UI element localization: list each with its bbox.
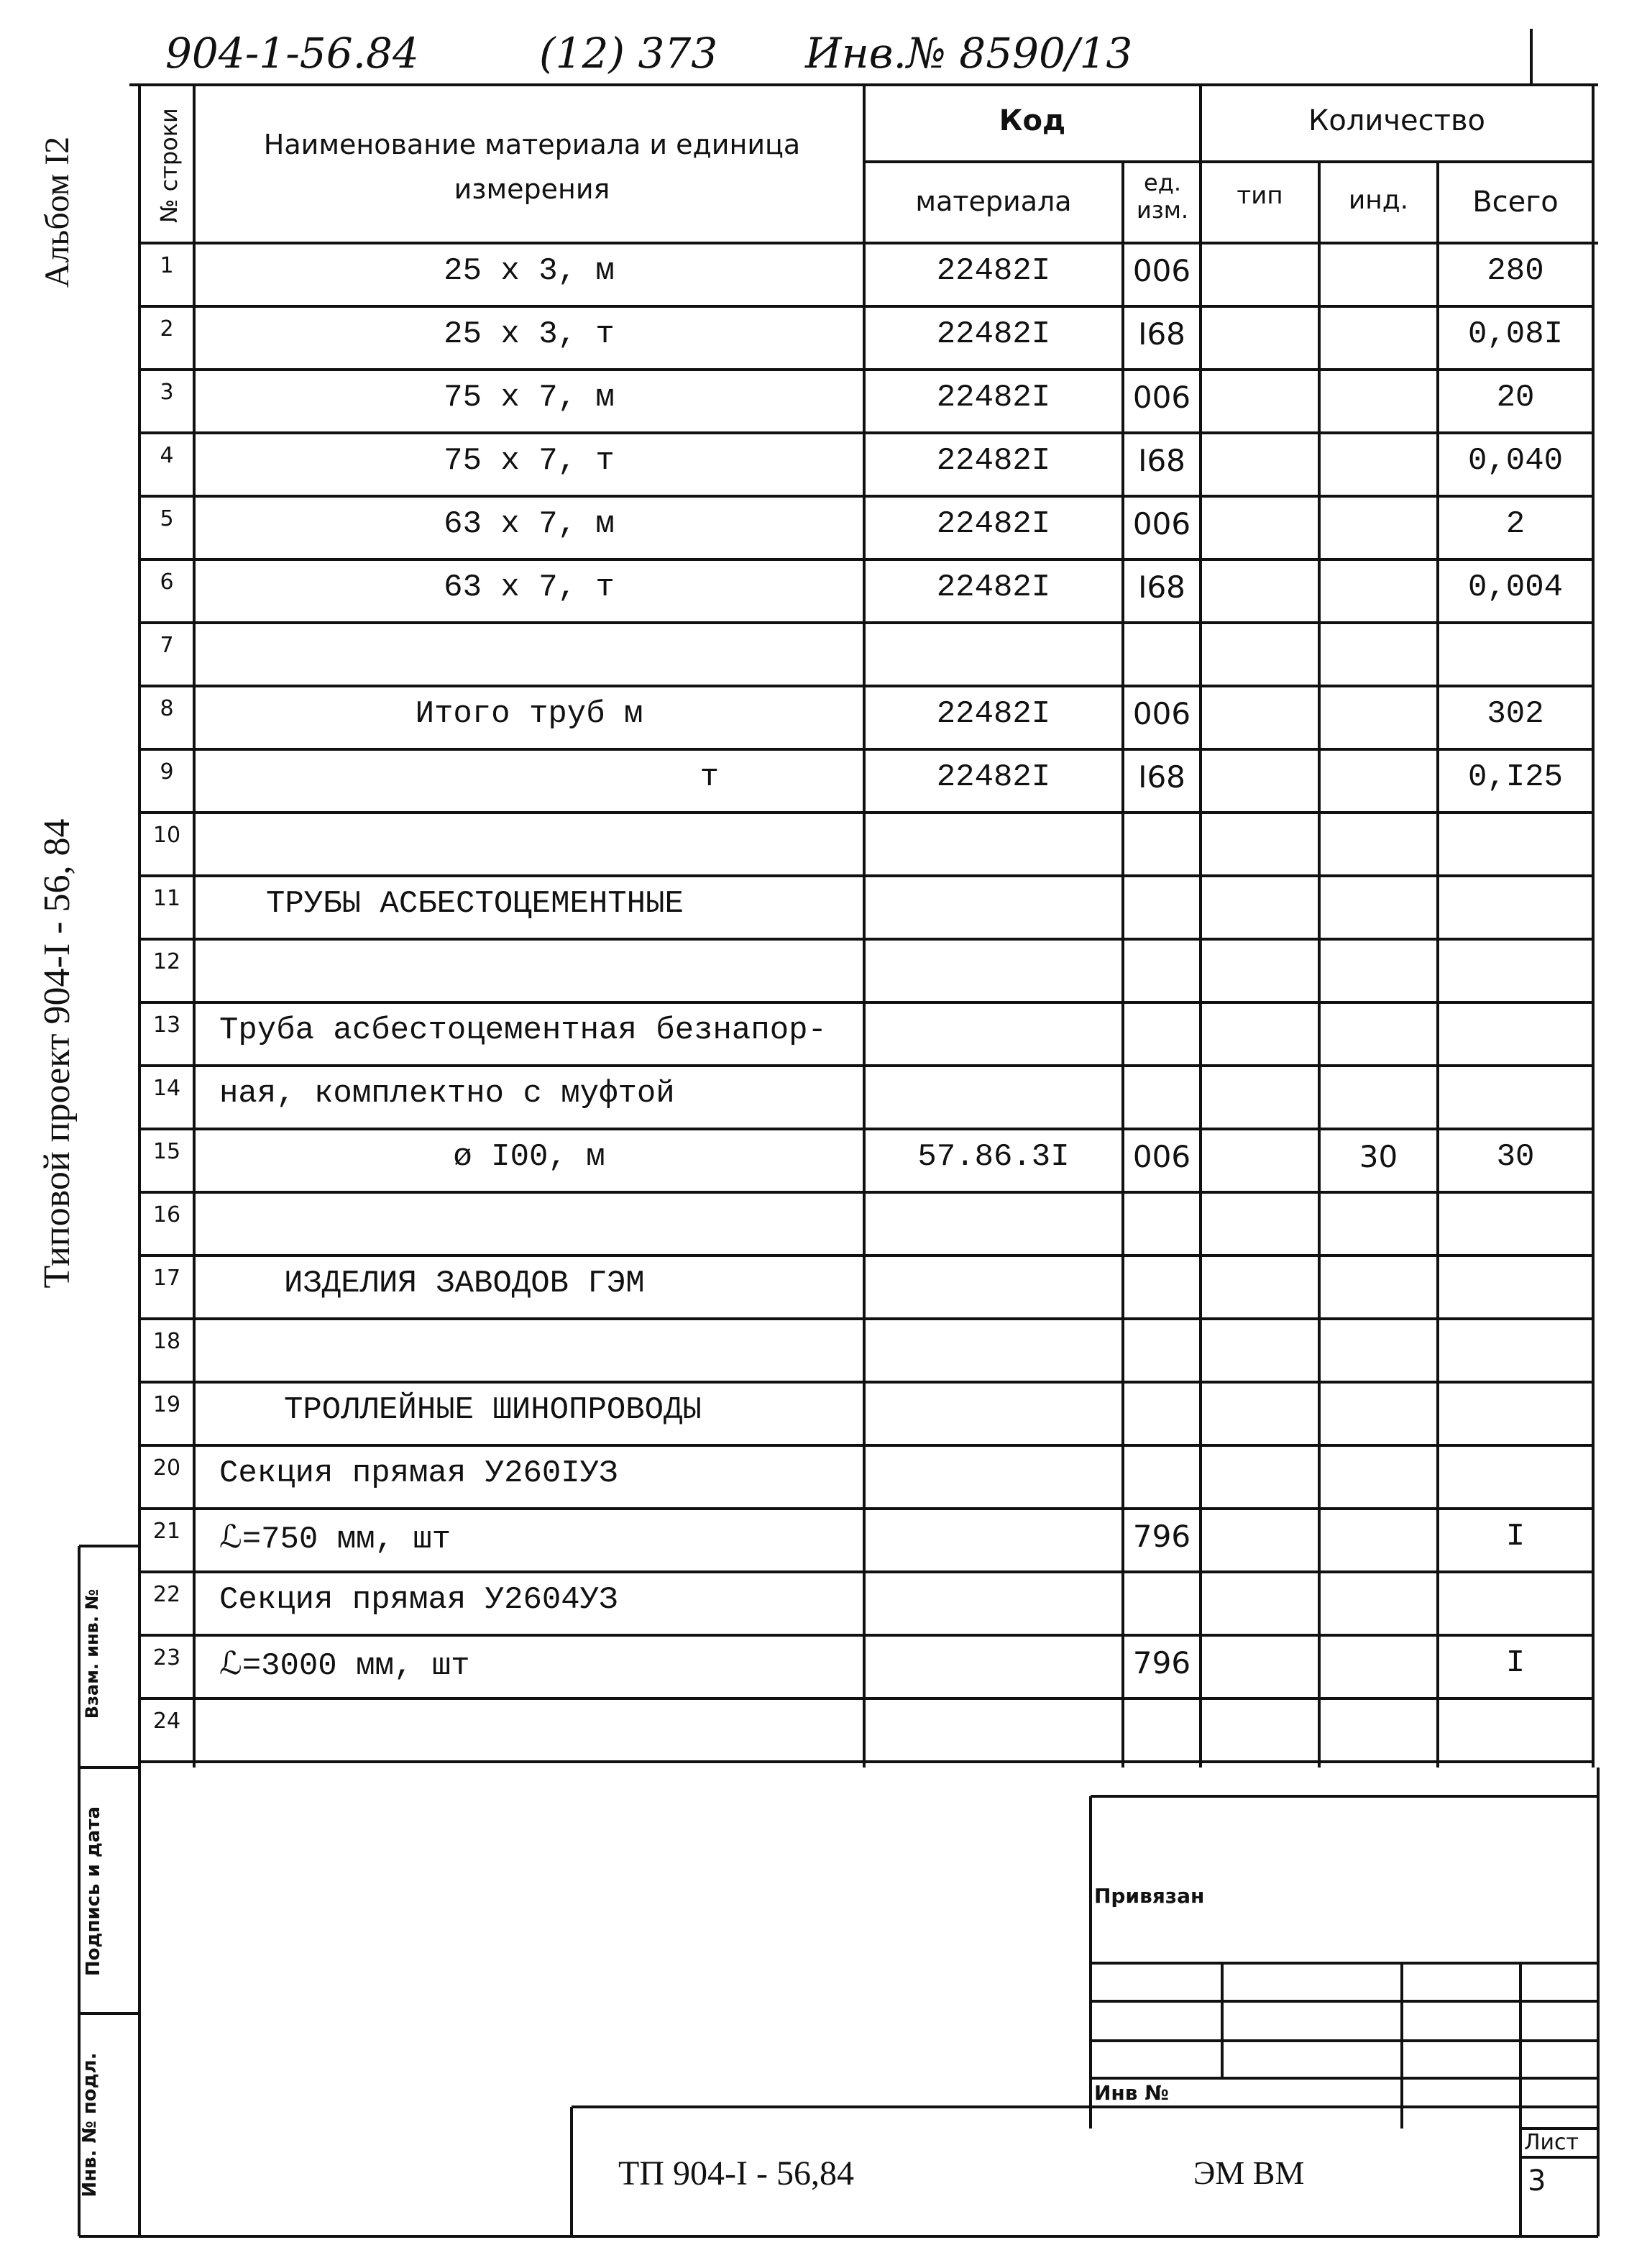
unit-code: 006 [1132,1139,1191,1174]
qty-total: 280 [1487,253,1544,289]
row-number: 8 [160,696,174,721]
unit-code: I68 [1138,759,1185,795]
row-number: 19 [152,1392,181,1417]
row-number: 9 [160,759,174,785]
qty-total: 20 [1496,380,1535,416]
row-number: 17 [152,1266,181,1291]
material-code: 22482I [936,570,1051,605]
qty-total: I [1505,1519,1526,1555]
qty-total: 30 [1496,1139,1535,1175]
project-title-vertical: Типовой проект 904-I - 56, 84 [37,818,78,1289]
row-number: 3 [160,380,174,405]
row-number: 12 [152,949,181,974]
qty-total: 2 [1505,506,1526,542]
stamp-signature-date: Подпись и дата [83,1806,104,1977]
material-name: ТРОЛЛЕЙНЫЕ ШИНОПРОВОДЫ [284,1392,702,1428]
row-number: 1 [160,253,174,278]
row-number: 20 [152,1455,181,1481]
material-name: 25 x 3, т [444,316,615,352]
row-number: 24 [152,1709,181,1734]
number-annotation: (12) 373 [539,29,718,78]
unit-code: 006 [1132,696,1191,731]
material-code: 22482I [936,696,1051,732]
row-number: 5 [160,506,174,531]
header-qty-group: Количество [1308,104,1485,137]
material-name: 75 x 7, т [444,443,615,479]
material-code: 22482I [936,443,1051,479]
row-number: 14 [152,1076,181,1101]
row-number: 2 [160,316,174,342]
row-number: 21 [152,1519,181,1544]
qty-total: 0,004 [1467,570,1564,605]
unit-code: 006 [1132,506,1191,541]
material-code: 22482I [936,380,1051,416]
unit-code: 796 [1132,1645,1191,1681]
unit-code: 796 [1132,1519,1191,1554]
material-code: 22482I [936,253,1051,289]
row-number: 10 [152,823,181,848]
material-name: ИЗДЕЛИЯ ЗАВОДОВ ГЭМ [284,1266,645,1302]
material-name: т [699,759,719,795]
stamp-replaced-inv: Взам. инв. № [82,1588,102,1719]
unit-code: 006 [1132,380,1191,415]
inv-no-label: Инв № [1094,2081,1169,2105]
header-name: Наименование материала и единица измерения [263,129,801,205]
header-code-unit: ед. изм. [1136,169,1189,224]
unit-code: I68 [1138,316,1185,352]
designation: ТП 904-I - 56,84 [618,2154,854,2192]
header-qty-total: Всего [1472,186,1559,219]
sheet-label: Лист [1524,2130,1579,2155]
material-name: Итого труб м [415,696,643,732]
row-number: 16 [152,1202,181,1227]
material-name: ø I00, м [453,1139,605,1175]
material-name: ная, комплектно с муфтой [219,1076,675,1112]
unit-code: I68 [1138,443,1185,478]
qty-total: 0,040 [1467,443,1564,479]
row-number: 18 [152,1329,181,1354]
header-qty-ind: инд. [1348,186,1409,215]
stamp-original-inv: Инв. № подл. [79,2052,101,2198]
material-name: ТРУБЫ АСБЕСТОЦЕМЕНТНЫЕ [266,886,684,922]
header-qty-type: тип [1237,181,1283,210]
header-code-material: материала [915,186,1072,217]
row-number: 11 [152,886,181,911]
material-name: Секция прямая У2604УЗ [219,1582,618,1618]
material-name: ℒ=3000 мм, шт [219,1648,470,1684]
qty-total: 0,I25 [1467,759,1564,795]
material-name: ℒ=750 мм, шт [219,1522,451,1558]
material-name: 75 x 7, м [444,380,615,416]
row-number: 13 [152,1012,181,1038]
material-name: 63 x 7, м [444,506,615,542]
row-number: 7 [160,633,174,658]
qty-total: I [1505,1645,1526,1681]
qty-total: 0,08I [1467,316,1564,352]
inventory-annotation: Инв.№ 8590/13 [805,29,1133,78]
attached-label: Привязан [1094,1884,1205,1908]
row-number: 4 [160,443,174,468]
project-annotation: 904-1-56.84 [165,29,419,78]
unit-code: I68 [1138,570,1185,605]
material-name: 25 x 3, м [444,253,615,289]
album-label: Альбом I2 [38,136,76,288]
row-number: 22 [152,1582,181,1607]
material-name: 63 x 7, т [444,570,615,605]
qty-total: 302 [1487,696,1544,732]
row-number: 15 [152,1139,181,1164]
material-name: Секция прямая У260IУЗ [219,1455,618,1491]
material-name: Труба асбестоцементная безнапор- [219,1012,827,1048]
row-number: 6 [160,570,174,595]
doc-code: ЭМ ВМ [1193,2154,1305,2191]
material-code: 22482I [936,506,1051,542]
material-code: 57.86.3I [917,1139,1070,1175]
material-code: 22482I [936,316,1051,352]
qty-ind: 30 [1359,1139,1398,1174]
header-row-no: № строки [155,108,183,223]
material-code: 22482I [936,759,1051,795]
sheet-number: 3 [1528,2164,1546,2198]
header-code-group: Код [999,104,1066,137]
row-number: 23 [152,1645,181,1670]
unit-code: 006 [1132,253,1191,288]
